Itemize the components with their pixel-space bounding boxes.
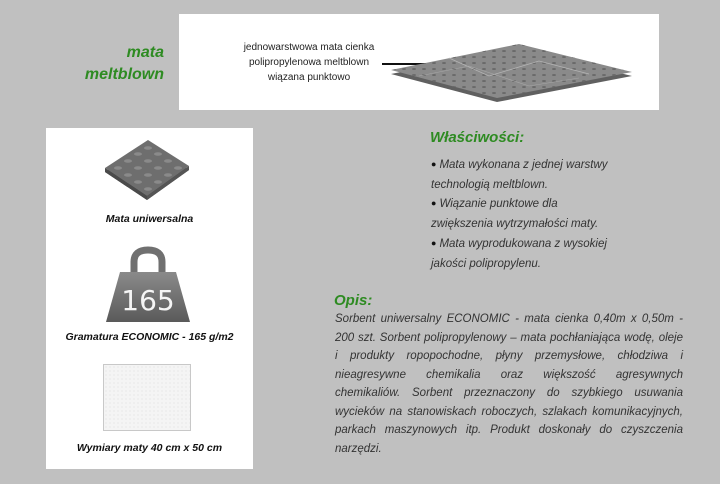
weight-icon	[104, 246, 192, 326]
bullet-icon: ●	[431, 238, 437, 248]
hero-caption-line1: jednowarstwowa mata cienka	[243, 42, 375, 53]
bullet-icon: ●	[431, 198, 437, 208]
weight-value: 165	[121, 284, 175, 317]
property-item: ● Mata wyprodukowana z wysokiej jakości polipropylenu.	[431, 238, 607, 270]
textured-mat-image	[389, 36, 639, 106]
dotted-mat-tile-icon	[103, 140, 193, 206]
grammage-caption: Gramatura ECONOMIC - 165 g/m2	[65, 331, 234, 343]
product-features-card	[46, 128, 253, 469]
hero-caption-line2: polipropylenowa meltblown	[248, 57, 370, 68]
hero-panel	[179, 14, 659, 110]
hero-label-line2: meltblown	[84, 66, 164, 83]
properties-title: Właściwości:	[430, 129, 525, 146]
bullet-icon: ●	[431, 159, 437, 169]
description-text: Sorbent uniwersalny ECONOMIC - mata cienka 0,40m x 0,50m - 200 szt. Sorbent polipropylenowy – mata pochłaniająca wodę, oleje i produkty ropopochodne, płyny przemysłowe, chłodziwa i nieagresywne chemikalia oraz większość agresywnych chemikaliów. Sorbent przeznaczony do szybkiego usuwania wycieków na stanowiskach roboczych, szlakach komunikacyjnych, parkach maszynowych itp. Produkt doskonały do czyszczenia narzędzi.	[335, 313, 683, 455]
property-item: ● Wiązanie punktowe dla zwiększenia wytrzymałości maty.	[431, 198, 599, 230]
property-item: ● Mata wykonana z jednej warstwy technologią meltblown.	[431, 159, 608, 191]
hero-caption	[219, 40, 399, 85]
hero-caption-line3: wiązana punktowo	[267, 72, 351, 83]
mat-type-caption: Mata uniwersalna	[105, 213, 194, 225]
white-mat-sheet-icon	[103, 364, 191, 431]
hero-label-line1: mata	[126, 44, 164, 61]
dimensions-caption: Wymiary maty 40 cm x 50 cm	[76, 442, 223, 454]
description-title: Opis:	[334, 292, 373, 309]
hero-label	[70, 42, 164, 86]
